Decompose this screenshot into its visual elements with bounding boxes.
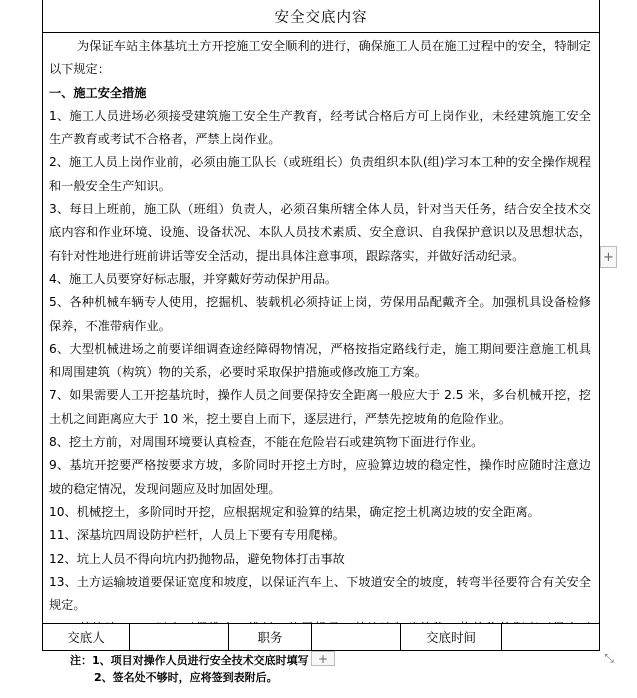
disclosure-table [42, 0, 600, 651]
list-item: 10、机械挖土，多阶同时开挖，应根据规定和验算的结果，确定挖土机离边坡的安全距离。 [49, 504, 540, 519]
list-item: 13、土方运输坡道要保证宽度和坡度，以保证汽车上、下坡道安全的坡度，转弯半径要符合有关安全规定。 [49, 574, 591, 613]
signature-row [43, 623, 599, 651]
add-row-button[interactable]: + [311, 651, 335, 666]
handover-person-field[interactable] [130, 624, 229, 650]
list-item: 2、施工人员上岗作业前，必须由施工队长（或班组长）负责组织本队(组)学习本工种的安全操作规程和一般安全生产知识。 [49, 155, 591, 193]
list-item: 6、大型机械进场之前要详细调查途经障碍物情况，严格按指定路线行走，施工期间要注意施工机具和周围建筑（构筑）物的关系，必要时采取保护措施或修改施工方案。 [49, 341, 591, 380]
list-item: 5、各种机械车辆专人使用，挖掘机、装载机必须持证上岗，劳保用品配戴齐全。加强机具设备检修保养，不准带病作业。 [49, 295, 591, 333]
list-item: 1、施工人员进场必须接受建筑施工安全生产教育，经考试合格后方可上岗作业，未经建筑施工安全生产教育或考试不合格者，严禁上岗作业。 [49, 108, 591, 147]
handover-person-label: 交底人 [43, 624, 130, 650]
position-label: 职务 [229, 624, 312, 650]
list-item: 9、基坑开挖要严格按要求方坡，多阶同时开挖土方时，应验算边坡的稳定性，操作时应随时注意边坡的稳定情况，发现问题应及时加固处理。 [49, 458, 591, 496]
handover-time-field[interactable] [502, 624, 599, 650]
list-item [49, 617, 591, 623]
list-item: 3、每日上班前，施工队（班组）负责人，必须召集所辖全体人员，针对当天任务，结合安全技术交底内容和作业环境、设施、设备状况、本队人员技术素质、安全意识、自我保护意识以及思想状态，有针对性地进行班前讲话等安全活动，提出具体注意事项，跟踪落实，并做好活动纪录。 [49, 202, 591, 263]
position-field[interactable] [312, 624, 401, 650]
resize-handle-icon[interactable]: ⤡ [604, 650, 614, 665]
footnote-2: 2、签名处不够时，应将签到表附后。 [94, 671, 278, 684]
list-item: 8、挖土方前，对周围环境要认真检查，不能在危险岩石或建筑物下面进行作业。 [49, 435, 484, 450]
add-column-button[interactable]: + [600, 246, 617, 268]
footnotes [70, 652, 309, 686]
section-heading: 一、施工安全措施 [49, 85, 147, 100]
list-item: 12、坑上人员不得向坑内扔抛物品，避免物体打击事故 [49, 551, 345, 566]
list-item: 4、施工人员要穿好标志服，并穿戴好劳动保护用品。 [49, 271, 338, 286]
disclosure-content[interactable] [43, 33, 599, 623]
list-item: 7、如果需要人工开挖基坑时，操作人员之间要保持安全距离一般应大于 2.5 米，多台机械开挖，挖土机之间距离应大于 10 米，挖土要自上而下，逐层进行，严禁先挖坡角的危险作业。 [49, 388, 591, 426]
intro-paragraph: 为保证车站主体基坑土方开挖施工安全顺利的进行，确保施工人员在施工过程中的安全，特制定以下规定： [49, 39, 591, 77]
footnote-1: 注：1、项目对操作人员进行安全技术交底时填写 [70, 654, 309, 667]
list-item: 11、深基坑四周设防护栏杆，人员上下要有专用爬梯。 [49, 528, 345, 543]
table-title: 安全交底内容 [43, 0, 599, 33]
handover-time-label: 交底时间 [401, 624, 502, 650]
